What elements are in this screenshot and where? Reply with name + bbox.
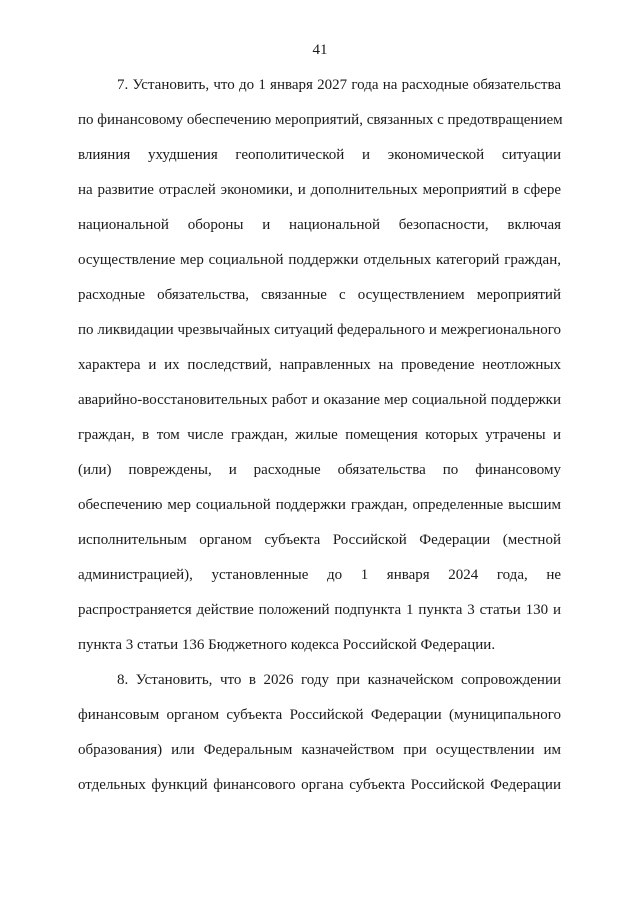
paragraph-line: финансовым органом субъекта Российской Федерации (муниципального (78, 707, 561, 723)
paragraph-line: национальной обороны и национальной безопасности, включая (78, 217, 561, 233)
page-number: 41 (312, 42, 328, 58)
paragraph-line: администрацией), установленные до 1 января 2024 года, не (78, 567, 561, 583)
paragraph-line: 7. Установить, что до 1 января 2027 года на расходные обязательства (117, 77, 561, 93)
paragraph-line: граждан, в том числе граждан, жилые помещения которых утрачены и (78, 427, 561, 443)
paragraph-line: (или) повреждены, и расходные обязательства по финансовому (78, 462, 561, 478)
paragraph-line: расходные обязательства, связанные с осуществлением мероприятий (78, 287, 561, 303)
paragraph-line: влияния ухудшения геополитической и экономической ситуации (78, 147, 561, 163)
paragraph-line: обеспечению мер социальной поддержки граждан, определенные высшим (78, 497, 561, 513)
paragraph-line: по ликвидации чрезвычайных ситуаций федерального и межрегионального (78, 322, 561, 338)
paragraph-line: пункта 3 статьи 136 Бюджетного кодекса Российской Федерации. (78, 637, 496, 653)
paragraph-line: осуществление мер социальной поддержки отдельных категорий граждан, (78, 252, 561, 268)
paragraph-line: аварийно-восстановительных работ и оказание мер социальной поддержки (78, 392, 561, 408)
paragraph-line: на развитие отраслей экономики, и дополнительных мероприятий в сфере (78, 182, 561, 198)
paragraph-line: по финансовому обеспечению мероприятий, связанных с предотвращением (78, 112, 563, 128)
paragraph-line: 8. Установить, что в 2026 году при казначейском сопровождении (117, 672, 561, 688)
paragraph-line: отдельных функций финансового органа субъекта Российской Федерации (78, 777, 561, 793)
paragraph-line: характера и их последствий, направленных на проведение неотложных (78, 357, 561, 373)
paragraph-line: образования) или Федеральным казначейством при осуществлении им (78, 742, 561, 758)
paragraph-line: распространяется действие положений подпункта 1 пункта 3 статьи 130 и (78, 602, 561, 618)
paragraph-line: исполнительным органом субъекта Российской Федерации (местной (78, 532, 561, 548)
